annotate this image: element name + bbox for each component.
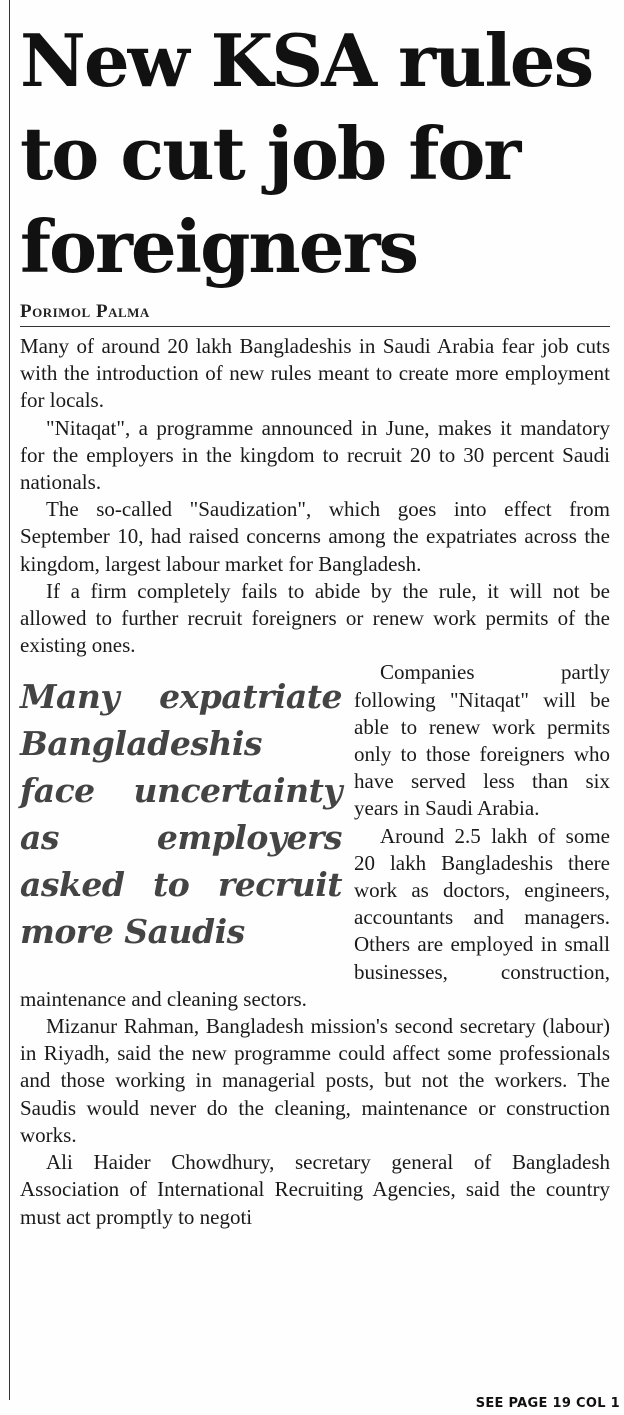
column-rule xyxy=(9,0,10,1400)
paragraph: Many of around 20 lakh Bangladeshis in Saudi Arabia fear job cuts with the introduction of new rules meant to create more employment for locals. xyxy=(20,334,610,413)
byline-divider xyxy=(20,326,610,327)
paragraph: The so-called "Saudization", which goes into effect from September 10, had raised concerns among the expatriates across the kingdom, largest labour market for Bangladesh. xyxy=(20,497,610,576)
article-body xyxy=(20,333,610,1231)
paragraph: "Nitaqat", a programme announced in June, makes it mandatory for the employers in the kingdom to recruit 20 to 30 percent Saudi nationals. xyxy=(20,415,610,495)
news-article xyxy=(20,0,610,1415)
pull-quote: Many expatriate Bangladeshis face uncertainty as employers asked to recruit more Saudis xyxy=(20,677,342,952)
paragraph: Around 2.5 lakh of some 20 lakh Bangladeshis there work as doctors, engineers, accountants and managers. Others are employed in small businesses, construction, maintenance and cleaning sectors. xyxy=(20,823,610,1011)
paragraph: Companies partly following "Nitaqat" will be able to renew work permits only to those foreigners who have served less than six years in Saudi Arabia. xyxy=(354,660,610,821)
headline: New KSA rules to cut job for foreigners xyxy=(20,18,593,289)
paragraph: Mizanur Rahman, Bangladesh mission's second secretary (labour) in Riyadh, said the new programme could affect some professionals and those working in managerial posts, but not the workers. The Saudis would never do the cleaning, maintenance or construction works. xyxy=(20,1014,610,1147)
paragraph: If a firm completely fails to abide by the rule, it will not be allowed to further recruit foreigners or renew work permits of the existing ones. xyxy=(20,578,610,658)
continuation-note: SEE PAGE 19 COL 1 xyxy=(475,1396,620,1411)
byline: Porimol Palma xyxy=(20,301,150,322)
paragraph: Ali Haider Chowdhury, secretary general of Bangladesh Association of International Recruiting Agencies, said the country must act promptly to negoti xyxy=(20,1150,610,1229)
